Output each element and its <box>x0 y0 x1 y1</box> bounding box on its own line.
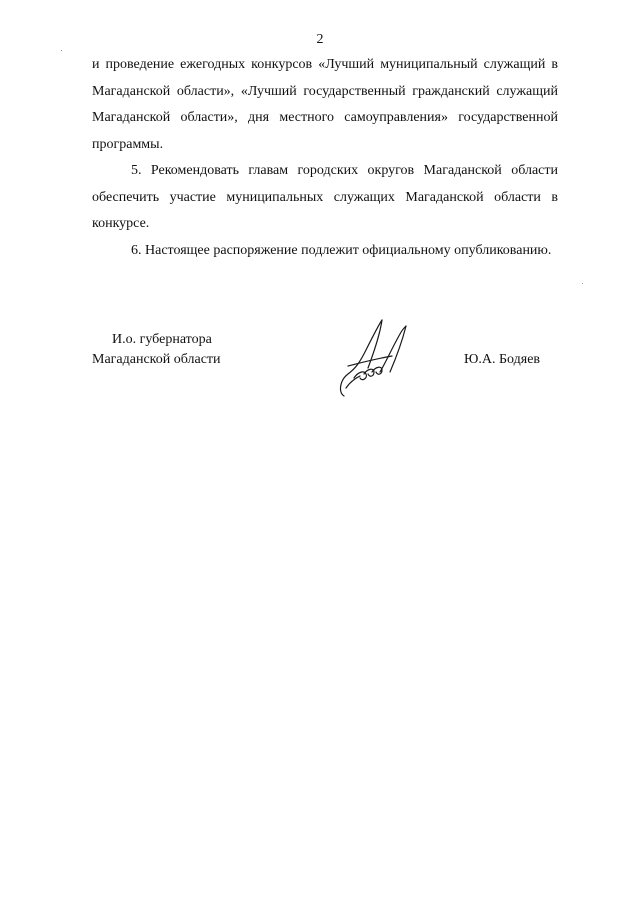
paragraph-item-6: 6. Настоящее распоряжение подлежит официальному опубликованию. <box>131 242 552 258</box>
paragraph-continuation: и проведение ежегодных конкурсов «Лучший муниципальный служащий в Магаданской области», «Лучший государственный гражданский служащий Магаданской области», дня местного самоуправления» государственной программы. <box>92 57 558 152</box>
scan-artifact <box>582 283 583 284</box>
document-body <box>92 52 558 264</box>
signatory-title <box>92 330 262 370</box>
scan-artifact <box>61 50 62 51</box>
signatory-position: И.о. губернатора <box>112 332 212 347</box>
paragraph-item-5: 5. Рекомендовать главам городских округов Магаданской области обеспечить участие муниципальных служащих Магаданской области в конкурсе. <box>92 163 558 231</box>
signatory-name: Ю.А. Бодяев <box>464 352 541 367</box>
page-number: 2 <box>316 32 324 47</box>
signatory-region: Магаданской области <box>92 352 221 367</box>
handwritten-signature-icon <box>330 316 420 398</box>
